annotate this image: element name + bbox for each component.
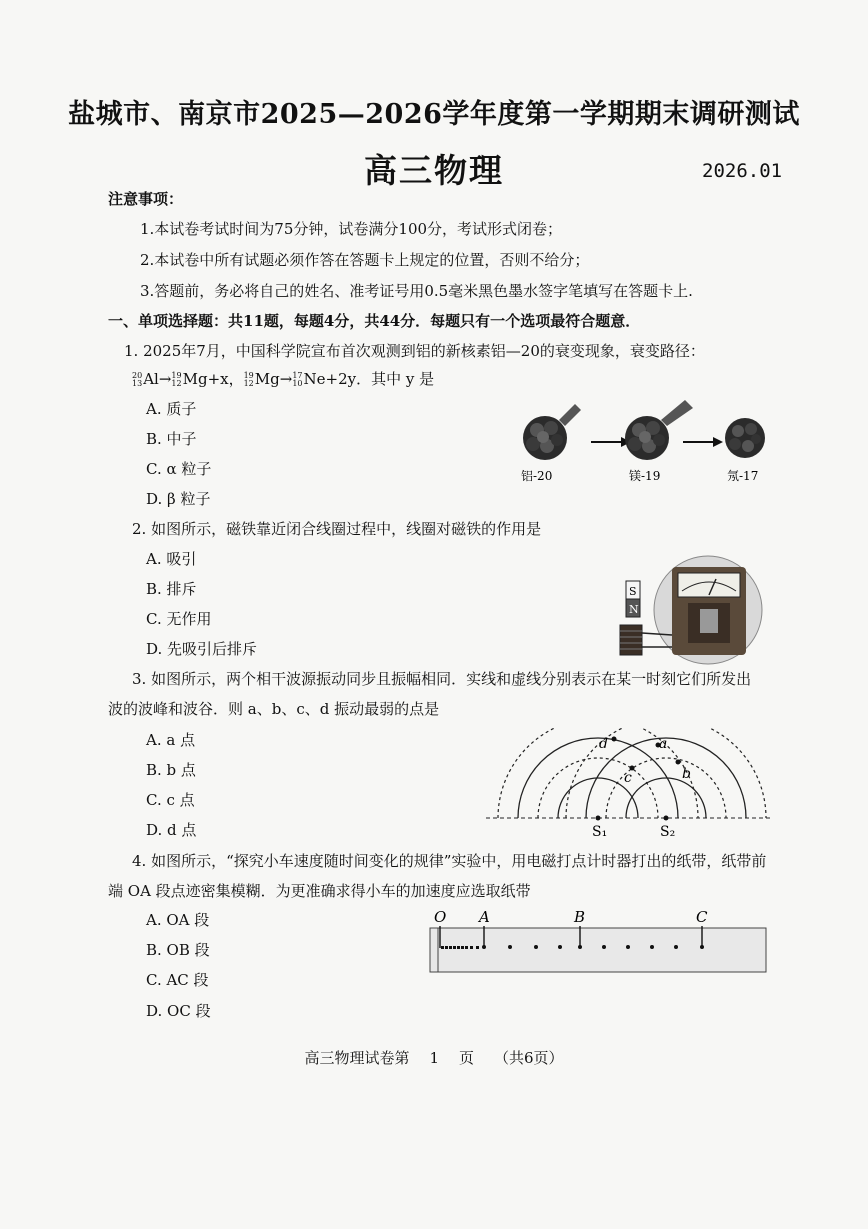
wave-interference-figure bbox=[486, 728, 772, 840]
question-4-option-b: B. OB 段 bbox=[146, 941, 210, 959]
coil-icon bbox=[620, 625, 642, 655]
footer-total-pages: （共6页） bbox=[494, 1049, 564, 1067]
notice-item: 2.本试卷中所有试题必须作答在答题卡上规定的位置，否则不给分； bbox=[140, 251, 590, 269]
notice-item: 1.本试卷考试时间为75分钟，试卷满分100分，考试形式闭卷； bbox=[140, 220, 563, 238]
footer-page-number: 1 bbox=[429, 1049, 439, 1067]
nucleus-mg19-icon bbox=[625, 400, 693, 460]
source-s2-label: S₂ bbox=[660, 824, 676, 840]
paper-tape-figure bbox=[424, 906, 768, 974]
notice-heading: 注意事项： bbox=[108, 190, 184, 208]
label-mg19: 镁-19 bbox=[629, 469, 661, 483]
section-heading: 一、单项选择题：共11题，每题4分，共44分．每题只有一个选项最符合题意． bbox=[108, 312, 641, 330]
question-2-option-d: D. 先吸引后排斥 bbox=[146, 640, 258, 658]
question-4-option-d: D. OC 段 bbox=[146, 1002, 211, 1020]
point-c-label: c bbox=[624, 770, 632, 786]
mg2-isotope-numbers: 19 12 bbox=[243, 371, 254, 388]
notice-item: 3.答题前，务必将自己的姓名、准考证号用0.5毫米黑色墨水签字笔填写在答题卡上. bbox=[140, 282, 693, 300]
page-footer bbox=[0, 1047, 868, 1068]
question-1-option-c: C. α 粒子 bbox=[146, 460, 212, 478]
subject-title: 高三物理 bbox=[364, 151, 504, 190]
question-2-stem: 2. 如图所示，磁铁靠近闭合线圈过程中，线圈对磁铁的作用是 bbox=[132, 520, 542, 538]
question-2-option-c: C. 无作用 bbox=[146, 610, 212, 628]
question-3-option-d: D. d 点 bbox=[146, 821, 197, 839]
tape-label-a: A bbox=[479, 908, 490, 926]
question-3-option-a: A. a 点 bbox=[146, 731, 196, 749]
question-3-stem-line1: 3. 如图所示，两个相干波源振动同步且振幅相同．实线和虚线分别表示在某一时刻它们所发出 bbox=[132, 670, 752, 688]
tape-label-b: B bbox=[574, 908, 586, 926]
question-1-stem: 1. 2025年7月，中国科学院宣布首次观测到铝的新核素铝—20的衰变现象，衰变路径： bbox=[124, 342, 705, 360]
exam-date: 2026.01 bbox=[702, 160, 783, 182]
nucleus-al20-icon bbox=[523, 404, 581, 460]
ne-isotope-numbers: 17 10 bbox=[292, 371, 303, 388]
tape-label-o: O bbox=[434, 908, 447, 926]
question-4-stem-line2: 端 OA 段点迹密集模糊．为更准确求得小车的加速度应选取纸带 bbox=[108, 882, 531, 900]
magnet-coil-figure bbox=[610, 555, 774, 665]
decay-chain-figure bbox=[505, 398, 775, 490]
tape-label-c: C bbox=[696, 908, 708, 926]
label-al20: 铝-20 bbox=[521, 469, 553, 483]
point-a-label: a bbox=[659, 736, 668, 752]
question-4-stem-line1: 4. 如图所示，“探究小车速度随时间变化的规律”实验中，用电磁打点计时器打出的纸带，纸带前 bbox=[132, 852, 767, 870]
nucleus-ne17-icon bbox=[725, 418, 765, 458]
mg-isotope-numbers: 19 12 bbox=[171, 371, 182, 388]
footer-page-unit: 页 bbox=[459, 1049, 475, 1067]
magnet-s-label: S bbox=[629, 585, 637, 598]
question-2-option-b: B. 排斥 bbox=[146, 580, 197, 598]
question-1-equation: 20 13 Al→ 19 12 Mg+x， 19 12 Mg→ 17 10 Ne+2y．其中 y 是 bbox=[132, 370, 435, 388]
question-4-option-c: C. AC 段 bbox=[146, 971, 209, 989]
exam-title: 盐城市、南京市2025—2026学年度第一学期期末调研测试 bbox=[68, 99, 800, 130]
question-1-option-a: A. 质子 bbox=[146, 400, 197, 418]
point-d-label: d bbox=[599, 736, 608, 752]
al-isotope-numbers: 20 13 bbox=[132, 371, 143, 388]
point-b-label: b bbox=[682, 766, 691, 782]
magnet-n-label: N bbox=[629, 603, 639, 616]
label-ne17: 氖-17 bbox=[727, 469, 759, 483]
question-3-stem-line2: 波的波峰和波谷．则 a、b、c、d 振动最弱的点是 bbox=[108, 700, 440, 718]
question-1-option-d: D. β 粒子 bbox=[146, 490, 211, 508]
question-4-option-a: A. OA 段 bbox=[146, 911, 210, 929]
question-1-option-b: B. 中子 bbox=[146, 430, 197, 448]
question-2-option-a: A. 吸引 bbox=[146, 550, 197, 568]
source-s1-label: S₁ bbox=[592, 824, 608, 840]
question-3-option-b: B. b 点 bbox=[146, 761, 196, 779]
footer-label: 高三物理试卷第 bbox=[304, 1049, 410, 1067]
question-3-option-c: C. c 点 bbox=[146, 791, 195, 809]
